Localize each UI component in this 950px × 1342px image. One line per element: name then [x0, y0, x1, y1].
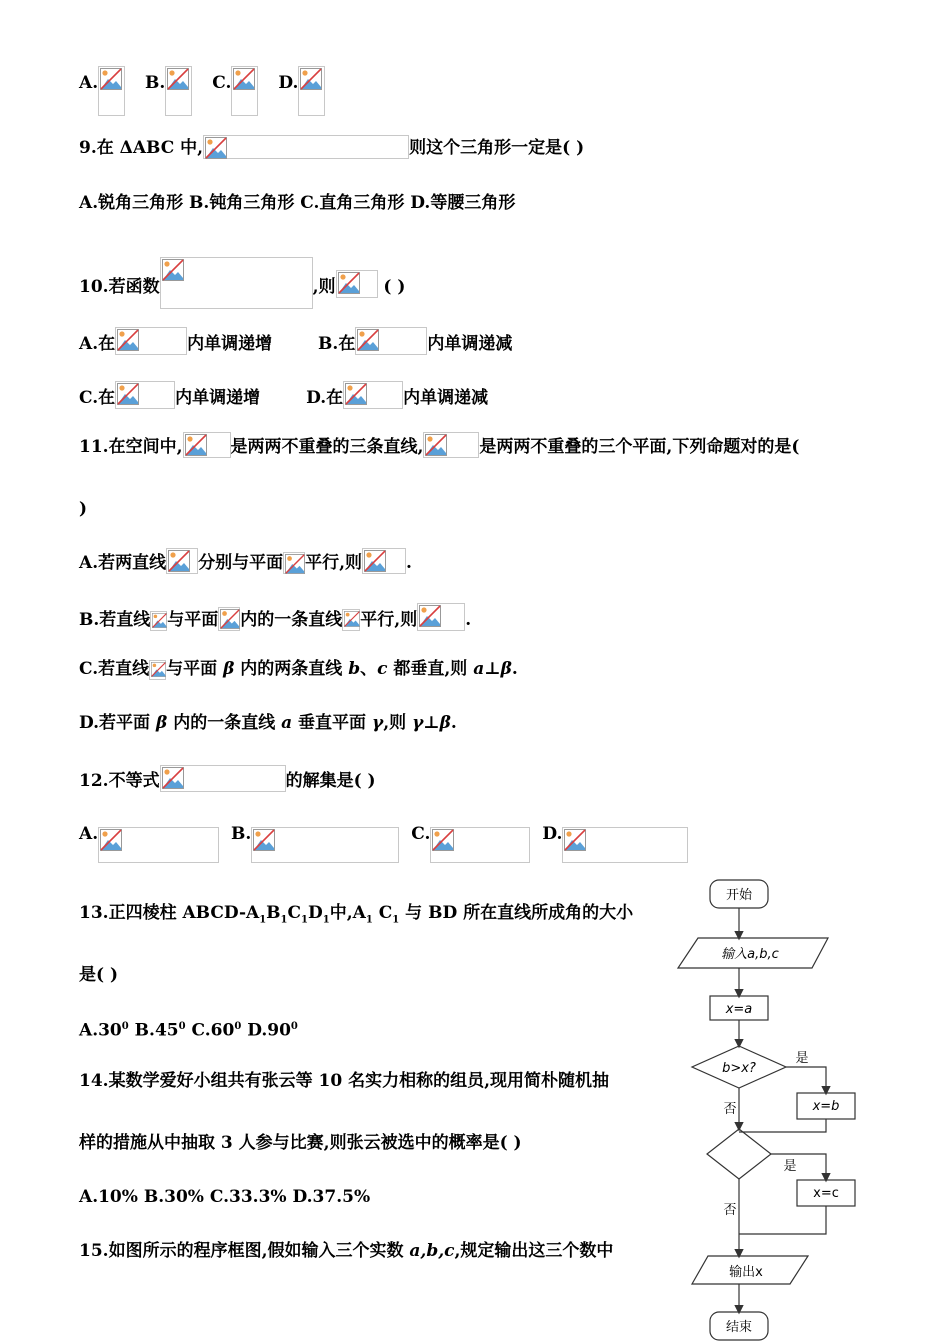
q11-c1: C.若直线 — [79, 659, 150, 679]
q10-c-pre: C.在 — [79, 388, 116, 408]
broken-image-icon — [162, 767, 184, 789]
image-placeholder — [166, 548, 198, 574]
yes1-label: 是 — [795, 1051, 809, 1066]
q8-options — [79, 66, 325, 116]
image-placeholder — [251, 827, 399, 863]
q12-b-label: B. — [231, 824, 252, 844]
q11-a2: 分别与平面 — [198, 553, 284, 573]
image-placeholder — [298, 66, 325, 116]
q10-options-ab — [79, 327, 512, 355]
broken-image-icon — [151, 662, 166, 677]
image-placeholder — [423, 432, 479, 458]
broken-image-icon — [185, 434, 207, 456]
q15-vars: a,b,c — [409, 1241, 455, 1261]
assign-label: x=a — [725, 1002, 753, 1017]
q11-c4: 内的两条直线 — [234, 659, 349, 679]
q11-d2: β — [155, 713, 168, 733]
q9-options: A.锐角三角形 B.钝角三角形 C.直角三角形 D.等腰三角形 — [79, 193, 516, 213]
end-label: 结束 — [725, 1320, 753, 1335]
q10-a-pre: A.在 — [79, 334, 116, 354]
q11-c8: 都垂直,则 — [387, 659, 474, 679]
image-placeholder — [150, 611, 167, 631]
q11-close: ) — [79, 499, 88, 519]
image-placeholder — [343, 381, 403, 409]
sub: 1 — [392, 914, 400, 926]
q10-options-cd — [79, 381, 488, 409]
no2-label: 否 — [723, 1203, 737, 1218]
q11-c-period: . — [511, 659, 518, 679]
image-placeholder — [336, 270, 378, 298]
q11-c11: β — [500, 659, 512, 679]
q10-suffix: ( ) — [383, 277, 406, 297]
deg: 0 — [121, 1021, 129, 1032]
edge — [739, 1119, 826, 1132]
q15-post: ,规定输出这三个数中 — [454, 1241, 614, 1261]
broken-image-icon — [432, 829, 454, 851]
image-placeholder — [183, 432, 231, 458]
broken-image-icon — [564, 829, 586, 851]
assign2-label: x=b — [812, 1099, 840, 1114]
q11-d1: D.若平面 — [79, 713, 156, 733]
broken-image-icon — [233, 68, 255, 90]
flowchart — [670, 872, 870, 1342]
q11-d7: γ — [412, 713, 424, 733]
q11-c7: c — [377, 659, 388, 679]
image-placeholder — [362, 548, 406, 574]
q11-option-c — [79, 658, 518, 680]
q13-line2: 是( ) — [79, 965, 119, 985]
q10-b-pre: B.在 — [318, 334, 356, 354]
q11-d-comma: ,则 — [383, 713, 413, 733]
q12-c-label: C. — [411, 824, 431, 844]
q10-d-pre: D.在 — [306, 388, 344, 408]
sub: 1 — [322, 914, 330, 926]
q13-line1: 13.正四棱柱 ABCD-$A_1B_1C_1D_1$中$,A_1$ $C_1$ 与 BD 所在直线所成角的大小 — [79, 903, 634, 926]
q11-d10: . — [450, 713, 457, 733]
broken-image-icon — [162, 259, 184, 281]
q11-b5: . — [465, 610, 472, 630]
q9-prefix: 9.在 ΔABC 中, — [79, 138, 204, 158]
q14-line2: 样的措施从中抽取 3 人参与比赛,则张云被选中的概率是( ) — [79, 1133, 522, 1153]
input-label: 输入a,b,c — [721, 947, 779, 962]
q11-c10: ⊥ — [484, 659, 501, 679]
q11-stem — [79, 432, 799, 458]
broken-image-icon — [364, 550, 386, 572]
edge — [739, 1206, 826, 1234]
q11-prefix: 11.在空间中, — [79, 437, 183, 457]
image-placeholder — [283, 552, 305, 574]
no1-label: 否 — [723, 1102, 737, 1117]
q11-d5: 垂直平面 — [292, 713, 372, 733]
broken-image-icon — [117, 383, 139, 405]
image-placeholder — [98, 66, 125, 116]
image-placeholder — [165, 66, 192, 116]
image-placeholder — [203, 135, 409, 159]
q8-d-label: D. — [278, 73, 299, 93]
image-placeholder — [98, 827, 219, 863]
q11-d3: 内的一条直线 — [167, 713, 282, 733]
broken-image-icon — [285, 554, 305, 574]
image-placeholder — [562, 827, 688, 863]
q12-options — [79, 823, 688, 863]
q11-d9: β — [439, 713, 451, 733]
image-placeholder — [218, 607, 240, 631]
edge — [786, 1067, 826, 1093]
broken-image-icon — [344, 611, 360, 627]
deg: 0 — [290, 1021, 298, 1032]
broken-image-icon — [100, 68, 122, 90]
broken-image-icon — [152, 613, 167, 628]
q11-c6: 、 — [360, 659, 378, 679]
q8-b-label: B. — [145, 73, 166, 93]
q11-option-b — [79, 603, 471, 631]
q11-d6: γ — [371, 713, 384, 733]
q11-c9: a — [473, 659, 485, 679]
q12-suffix: 的解集是( ) — [285, 771, 376, 791]
q10-a-post: 内单调递增 — [187, 334, 273, 354]
q12-a-label: A. — [79, 824, 99, 844]
broken-image-icon — [300, 68, 322, 90]
q11-b2: 与平面 — [167, 610, 219, 630]
output-label: 输出x — [729, 1265, 763, 1280]
image-placeholder — [342, 609, 360, 631]
q11-c2: 与平面 — [166, 659, 224, 679]
assign3-label: x=c — [813, 1186, 839, 1201]
broken-image-icon — [425, 434, 447, 456]
image-placeholder — [417, 603, 465, 631]
broken-image-icon — [220, 609, 240, 629]
q11-a4: . — [406, 553, 412, 573]
q11-a3: 平行,则 — [305, 553, 363, 573]
q12-d-label: D. — [542, 824, 563, 844]
cond1-label: b>x? — [722, 1061, 756, 1076]
broken-image-icon — [100, 829, 122, 851]
q11-a1: A.若两直线 — [79, 553, 167, 573]
broken-image-icon — [357, 329, 379, 351]
q12-prefix: 12.不等式 — [79, 771, 160, 791]
q11-d4: a — [281, 713, 293, 733]
image-placeholder — [149, 660, 166, 680]
q10-d-post: 内单调递减 — [403, 388, 489, 408]
q9-stem — [79, 135, 584, 159]
broken-image-icon — [117, 329, 139, 351]
q14-options: A.10% B.30% C.33.3% D.37.5% — [79, 1187, 371, 1207]
q13-a: A.30 — [79, 1020, 122, 1041]
edge — [771, 1154, 826, 1180]
broken-image-icon — [253, 829, 275, 851]
q13-mid: 中,A — [329, 903, 366, 923]
q11-c3: β — [223, 659, 235, 679]
q13-d: D.90 — [241, 1020, 291, 1041]
q11-b4: 平行,则 — [360, 610, 418, 630]
broken-image-icon — [345, 383, 367, 405]
q11-option-d — [79, 712, 457, 734]
q11-b3: 内的一条直线 — [240, 610, 343, 630]
broken-image-icon — [205, 137, 227, 159]
q9-suffix: 则这个三角形一定是( ) — [409, 138, 585, 158]
q11-mid: 是两两不重叠的三条直线, — [230, 437, 424, 457]
sub: 1 — [301, 914, 309, 926]
q12-stem — [79, 765, 376, 792]
q13-b: B.45 — [128, 1020, 179, 1041]
q8-c-label: C. — [212, 73, 232, 93]
sub: 1 — [259, 914, 267, 926]
q11-d8: ⊥ — [423, 713, 440, 733]
q13-options — [79, 1016, 298, 1042]
deg: 0 — [234, 1021, 242, 1032]
deg: 0 — [178, 1021, 186, 1032]
q13-end: 与 BD 所在直线所成角的大小 — [405, 903, 634, 923]
image-placeholder — [355, 327, 427, 355]
image-placeholder — [430, 827, 530, 863]
sub: 1 — [280, 914, 288, 926]
q11-c5: b — [348, 659, 361, 679]
q10-prefix: 10.若函数 — [79, 277, 160, 297]
q15-pre: 15.如图所示的程序框图,假如输入三个实数 — [79, 1241, 410, 1261]
image-placeholder — [115, 327, 187, 355]
q10-c-post: 内单调递增 — [175, 388, 261, 408]
q10-mid: ,则 — [312, 277, 336, 297]
q14-line1: 14.某数学爱好小组共有张云等 10 名实力相称的组员,现用简朴随机抽 — [79, 1071, 609, 1091]
q8-a-label: A. — [79, 73, 99, 93]
image-placeholder — [231, 66, 258, 116]
q13-pre: 13.正四棱柱 ABCD-A — [79, 903, 260, 923]
image-placeholder — [160, 257, 313, 309]
q10-stem — [79, 257, 405, 309]
q13-c: C.60 — [185, 1020, 235, 1041]
image-placeholder — [160, 765, 286, 792]
q11-b1: B.若直线 — [79, 610, 151, 630]
q10-b-post: 内单调递减 — [427, 334, 513, 354]
cond2-node — [707, 1129, 771, 1179]
q11-option-a — [79, 548, 412, 574]
start-label: 开始 — [725, 888, 753, 903]
broken-image-icon — [168, 550, 190, 572]
broken-image-icon — [167, 68, 189, 90]
image-placeholder — [115, 381, 175, 409]
q15-line1 — [79, 1240, 613, 1262]
broken-image-icon — [419, 605, 441, 627]
broken-image-icon — [338, 272, 360, 294]
yes2-label: 是 — [783, 1159, 797, 1174]
sub: 1 — [365, 914, 373, 926]
q11-suffix: 是两两不重叠的三个平面,下列命题对的是( — [479, 437, 800, 457]
